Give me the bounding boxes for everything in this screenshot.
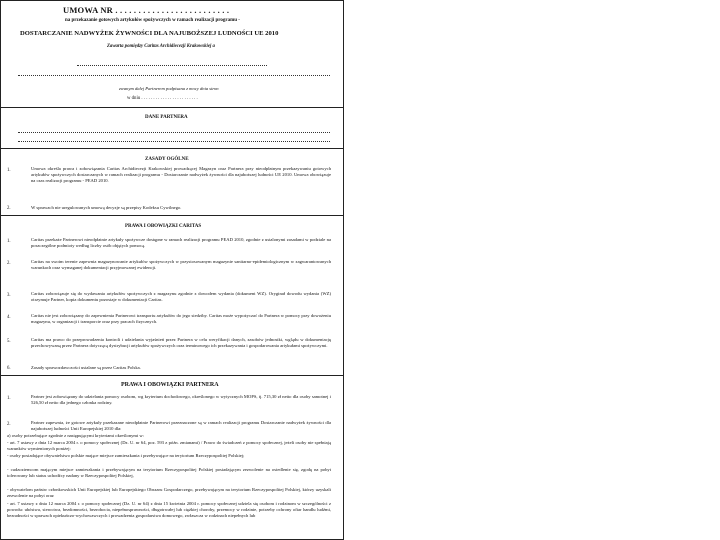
item-number: 2. — [7, 206, 11, 211]
item-number: 1. — [7, 168, 11, 173]
program-name: DOSTARCZANIE NADWYŻEK ŻYWNOŚCI DLA NAJUBOŻSZEJ LUDNOŚCI UE 2010 — [20, 30, 279, 37]
partner-sub-text: - cudzoziemcom mającym miejsce zamieszkania i przebywającym na terytorium Rzeczypospolitej Polskiej posiadającym zezwolenie na osiedlenie się, zgodę na pobyt tolerowany lub status uchodźcy nadany w Rzeczypospolitej Polskiej, — [7, 467, 331, 479]
caritas-item-text: Caritas nie jest zobowiązany do zapewnienia Partnerowi transportu artykułów do jego siedziby. Caritas może wypożyczać do Partnera w pomocy przy dowożeniu magazynu, w organizacji i transporcie oraz przy pracach fizycznych. — [31, 313, 331, 325]
item-number: 5. — [7, 339, 11, 344]
item-number: 4. — [7, 315, 11, 320]
divider — [1, 215, 343, 216]
general-item-text: Umowa określa prawa i zobowiązania Caritas Archidiecezji Krakowskiej prowadzącej Magazyn oraz Partnera przy nieodpłatnym przekazywaniu gotowych artykułów spożywczych dostarczanych w ramach realizacji programu - Dostarczanie nadwyżek żywności dla najuboższej ludności UE 2010. Umowa obowiązuje na czas realizacji programu - PEAD 2010. — [31, 166, 331, 184]
partner-item-text: Partner zapewnia, że gotowe artykuły przekazane nieodpłatnie Partnerowi przeznaczone są w ramach realizacji programu Dostarczanie nadwyżek żywności dla najuboższej ludności Unii Europejskiej 2010 dla: — [31, 420, 331, 432]
partner-data-heading: DANE PARTNERA — [145, 115, 188, 120]
general-item-text: W sprawach nie uregulowanych umową decyzje są przepisy Kodeksu Cywilnego. — [31, 205, 182, 210]
partner-item-text: Partner jest zobowiązany do udzielania pomocy osobom, wg kryterium dochodowego, określonego w wytycznych MOPS, tj. 715,30 zł netto dla osoby samotnej i 526,50 zł netto dla jednego członka rodziny. — [31, 394, 331, 406]
caritas-heading: PRAWA I OBOWIĄZKI CARITAS — [125, 224, 202, 229]
partner-name-line — [77, 65, 267, 66]
item-number: 2. — [7, 422, 11, 427]
caritas-item-text: Caritas ma prawo do przeprowadzenia kontroli i udzielania wyjaśnień przez Partnera w celu weryfikacji danych, zasobów jednostki, wglądu w dokumentację przechowywaną przez Partnera dotyczącą dystrybucji artykułów spożywczych oraz terminowego ich przekazywania i gospodarowania artykułami spożywczymi. — [31, 337, 331, 349]
divider — [1, 107, 343, 108]
item-number: 3. — [7, 293, 11, 298]
partner-address-line — [18, 75, 330, 76]
partner-sub-text: a) osoby potrzebujące zgodnie z następującymi kryteriami określonymi w: — [7, 433, 145, 438]
contract-title: UMOWA NR . . . . . . . . . . . . . . . . . . . . . . . . . — [63, 5, 230, 15]
caritas-item-text: Caritas na swoim terenie zapewnia magazynowanie artykułów spożywczych w przystosowanym magazynie sanitarno-epidemiologicznym w zagwarantowanych warunkach oraz wymaganej dokumentacji przyjmowanej ewidencji. — [31, 259, 331, 271]
partner-data-line-1 — [18, 132, 330, 133]
item-number: 1. — [7, 239, 11, 244]
item-number: 1. — [7, 396, 11, 401]
partner-sub-text: - art. 7 ustawy z dnia 12 marca 2004 r. o pomocy społecznej (Dz. U. nr 64) z dnia 15 kwietnia 2004 r. pomocy społecznej udziela się osobom i rodzinom w szczególności z powodu: ubóstwa, sieroctwa, bezdomności, bezrobocia, niepełnosprawności, długotrwałej lub ciężkiej choroby, przemocy w rodzinie, potrzeby ochrony ofiar handlu ludźmi, bezradności w sprawach opiekuńczo-wychowawczych i prowadzenia gospodarstwa domowego, zwłaszcza w rodzinach niepełnych lub — [7, 501, 331, 519]
partner-sub-text: - art. 7 ustawy z dnia 12 marca 2004 r. o pomocy społecznej (Dz. U. nr 64, poz. 593 z późn. zmianami) / Prawo do świadczeń z pomocy społecznej, jeżeli osoby nie spełniają warunków wymienionych poniżej: — [7, 440, 331, 452]
item-number: 6. — [7, 366, 11, 371]
partner-called: zwanym dalej Partnerem podpisana z mocy dnia stron — [119, 86, 219, 91]
caritas-item-text: Zasady sprawozdawczości ustalane są przez Caritas Polska. — [31, 365, 141, 370]
partner-data-line-2 — [18, 141, 330, 142]
place-date: w dniu . . . . . . . . . . . . . . . . . . . . . . . . — [127, 96, 198, 101]
document-page — [0, 0, 344, 540]
caritas-item-text: Caritas zobowiązuje się do wydawania artykułów spożywczych z magazynu zgodnie z dowodem wydania (dokument WZ). Oryginał dowodu wydania (WZ) otrzymuje Partner, kopia dokumentu pozostaje w dokumentacji Caritas. — [31, 291, 331, 303]
caritas-item-text: Caritas przekaże Partnerowi nieodpłatnie artykuły spożywcze dostępne w ramach realizacji programu PEAD 2010, zgodnie z ustalonymi zasadami w podziale na poszczególne podmioty według liczby osób objętych pomocą. — [31, 237, 331, 249]
item-number: 2. — [7, 261, 11, 266]
divider — [1, 375, 343, 376]
divider — [1, 148, 343, 149]
partner-heading: PRAWA I OBOWIĄZKI PARTNERA — [121, 382, 219, 388]
partner-sub-text: - obywatelom państw członkowskich Unii Europejskiej lub Europejskiego Obszaru Gospodarczego, przebywającym na terytorium Rzeczypospolitej Polskiej, którzy uzyskali zezwolenie na pobyt oraz — [7, 487, 331, 499]
general-heading: ZASADY OGÓLNE — [145, 157, 189, 162]
contract-subtitle: na przekazanie gotowych artykułów spożywczych w ramach realizacji programu - — [65, 18, 240, 23]
concluded-between: Zawarta pomiędzy Caritas Archidiecezji Krakowskiej a — [107, 44, 215, 49]
partner-sub-text: - osoby posiadające obywatelstwo polskie mające miejsce zamieszkania i przebywające na terytorium Rzeczypospolitej Polskiej; — [7, 453, 245, 458]
